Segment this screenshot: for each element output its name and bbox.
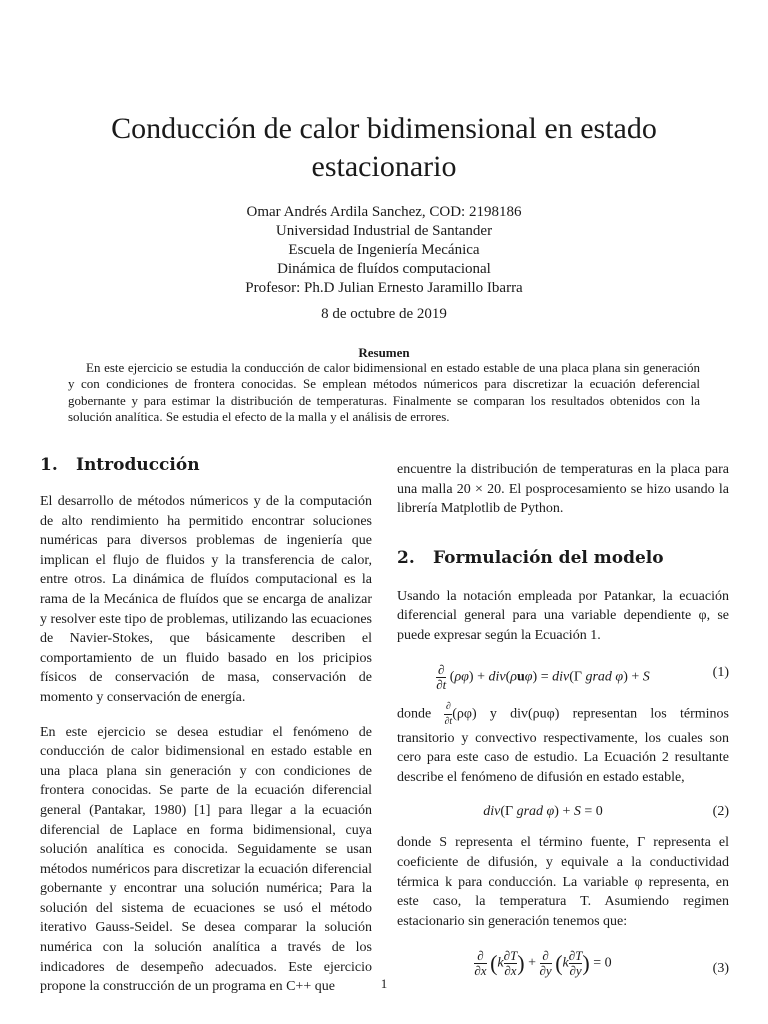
- affiliation-school: Escuela de Ingeniería Mecánica: [288, 242, 480, 258]
- course-name: Dinámica de fluídos computacional: [277, 261, 491, 277]
- section-heading-formulacion: [397, 545, 729, 571]
- right-column: [397, 460, 729, 991]
- text-span: (ρφ) y div(ρuφ) representan los términos transitorio y convectivo respectivamente, los cuales son cero para este caso de estudio. La Ecuación 2 resultante describe el fenómeno de difusión en estado estable,: [397, 706, 730, 785]
- equation-2: [397, 793, 729, 833]
- author-block: [60, 203, 708, 298]
- equation-1: [397, 654, 729, 700]
- affiliation-university: Universidad Industrial de Santander: [275, 223, 493, 239]
- section-heading-introduccion: [40, 452, 372, 478]
- model-paragraph-2: donde $\frac{\partial}{\partial t}$ (ρφ) y div(ρuφ) representan los términos transitorio y convectivo respectivamente, los cuales son cero para este caso de estudio. La Ecuación 2 resultante describe el fenómeno de difusión en estado estable,: [397, 700, 730, 785]
- section-number: 1.: [40, 455, 58, 475]
- equation-2-number: (2): [712, 804, 729, 820]
- paper-date: 8 de octubre de 2019: [321, 306, 447, 322]
- intro-paragraph-3: encuentre la distribución de temperaturas en la placa para una malla 20 × 20. El posprocesamiento se hizo usando la librería Matplotlib de Python.: [397, 462, 729, 517]
- equation-2-expression: div(Γ grad φ) + S = 0: [483, 804, 603, 820]
- intro-paragraph-1: El desarrollo de métodos númericos y de la computación de alto rendimiento ha permitido encontrar soluciones numéricas para diversos problemas de ingeniería que implican el flujo de fluidos y la transferencia de calor, entre otros. La dinámica de fluídos computacional es la rama de la Mecánica de fluídos que se encarga de analizar y resolver este tipo de problemas, utilizando las ecuaciones de Navier-Stokes, que básicamente describen el comportamiento de un fluido basado en los pricipios físicos de conservación de masa, conservación de momento y conservación de energía.: [40, 494, 372, 705]
- section-title: Introducción: [76, 455, 200, 475]
- left-column: [40, 452, 372, 997]
- abstract-heading: Resumen: [358, 345, 410, 360]
- page-number: 1: [380, 976, 388, 991]
- author-name: Omar Andrés Ardila Sanchez, COD: 2198186: [246, 204, 522, 220]
- section-number: 2.: [397, 547, 415, 568]
- model-paragraph-3: donde S representa el término fuente, Γ representa el coeficiente de difusión, y equivale a la conductividad térmica k para conducción. La variable φ representa, en este caso, la temperatura T. Asumiendo regimen estacionario sin generación tenemos que:: [397, 835, 729, 929]
- model-paragraph-1: Usando la notación empleada por Patankar, la ecuación diferencial general para una variable dependiente φ, se puede expresar según la Ecuación 1.: [397, 588, 729, 643]
- equation-1-number: (1): [712, 664, 729, 680]
- text-span: donde: [397, 706, 432, 722]
- equation-3-number: (3): [712, 961, 729, 977]
- section-title: Formulación del modelo: [433, 547, 664, 568]
- paper-title: Conducción de calor bidimensional en estado estacionario: [111, 112, 657, 183]
- intro-paragraph-2: En este ejercicio se desea estudiar el fenómeno de conducción de calor bidimensional en estado estable en una placa plana sin generación y con condiciones de frontera conocidas. Se parte de la ecuación diferencial general (Pantakar, 1980) [1] para llegar a la ecuación diferencial de Laplace en forma bidimensional, cuya solución analítica es conocida. Seguidamente se usan métodos numéricos para discretizar la ecuación diferencial gobernante y encontrar una solución numérica; Para la solución del sistema de ecuaciones se usó el método iterativo Gauss-Seidel. Se desea comparar la solución numérica con la solución analítica a través de los indicadores de desempeño adecuados. Este ejercicio propone la construcción de un programa en C++ que: [40, 724, 372, 995]
- abstract-text: En este ejercicio se estudia la conducción de calor bidimensional en estado estable de una placa plana sin generación y con condiciones de frontera conocidas. Se emplean métodos númericos para discretizar la ecuación deferencial gobernante y para estimar la distribución de temperaturas. Finalmente se comparan los resultados obtenidos con la solución analítica. Se estudia el efecto de la malla y el análisis de errores.: [68, 360, 700, 425]
- equation-1-expression: $\frac{\partial}{\partial t}$ (ρφ) + div(ρuφ) = div(Γ grad φ) + S: [436, 661, 650, 692]
- equation-3-expression: $\frac{\partial}{\partial x}$ (k $\frac{\partial T}{\partial x}$ ) + $\frac{\partial}{\partial y}$ (k $\frac{\partial T}{\partial y}$ ) = 0: [474, 948, 612, 979]
- professor-name: Profesor: Ph.D Julian Ernesto Jaramillo Ibarra: [245, 280, 523, 296]
